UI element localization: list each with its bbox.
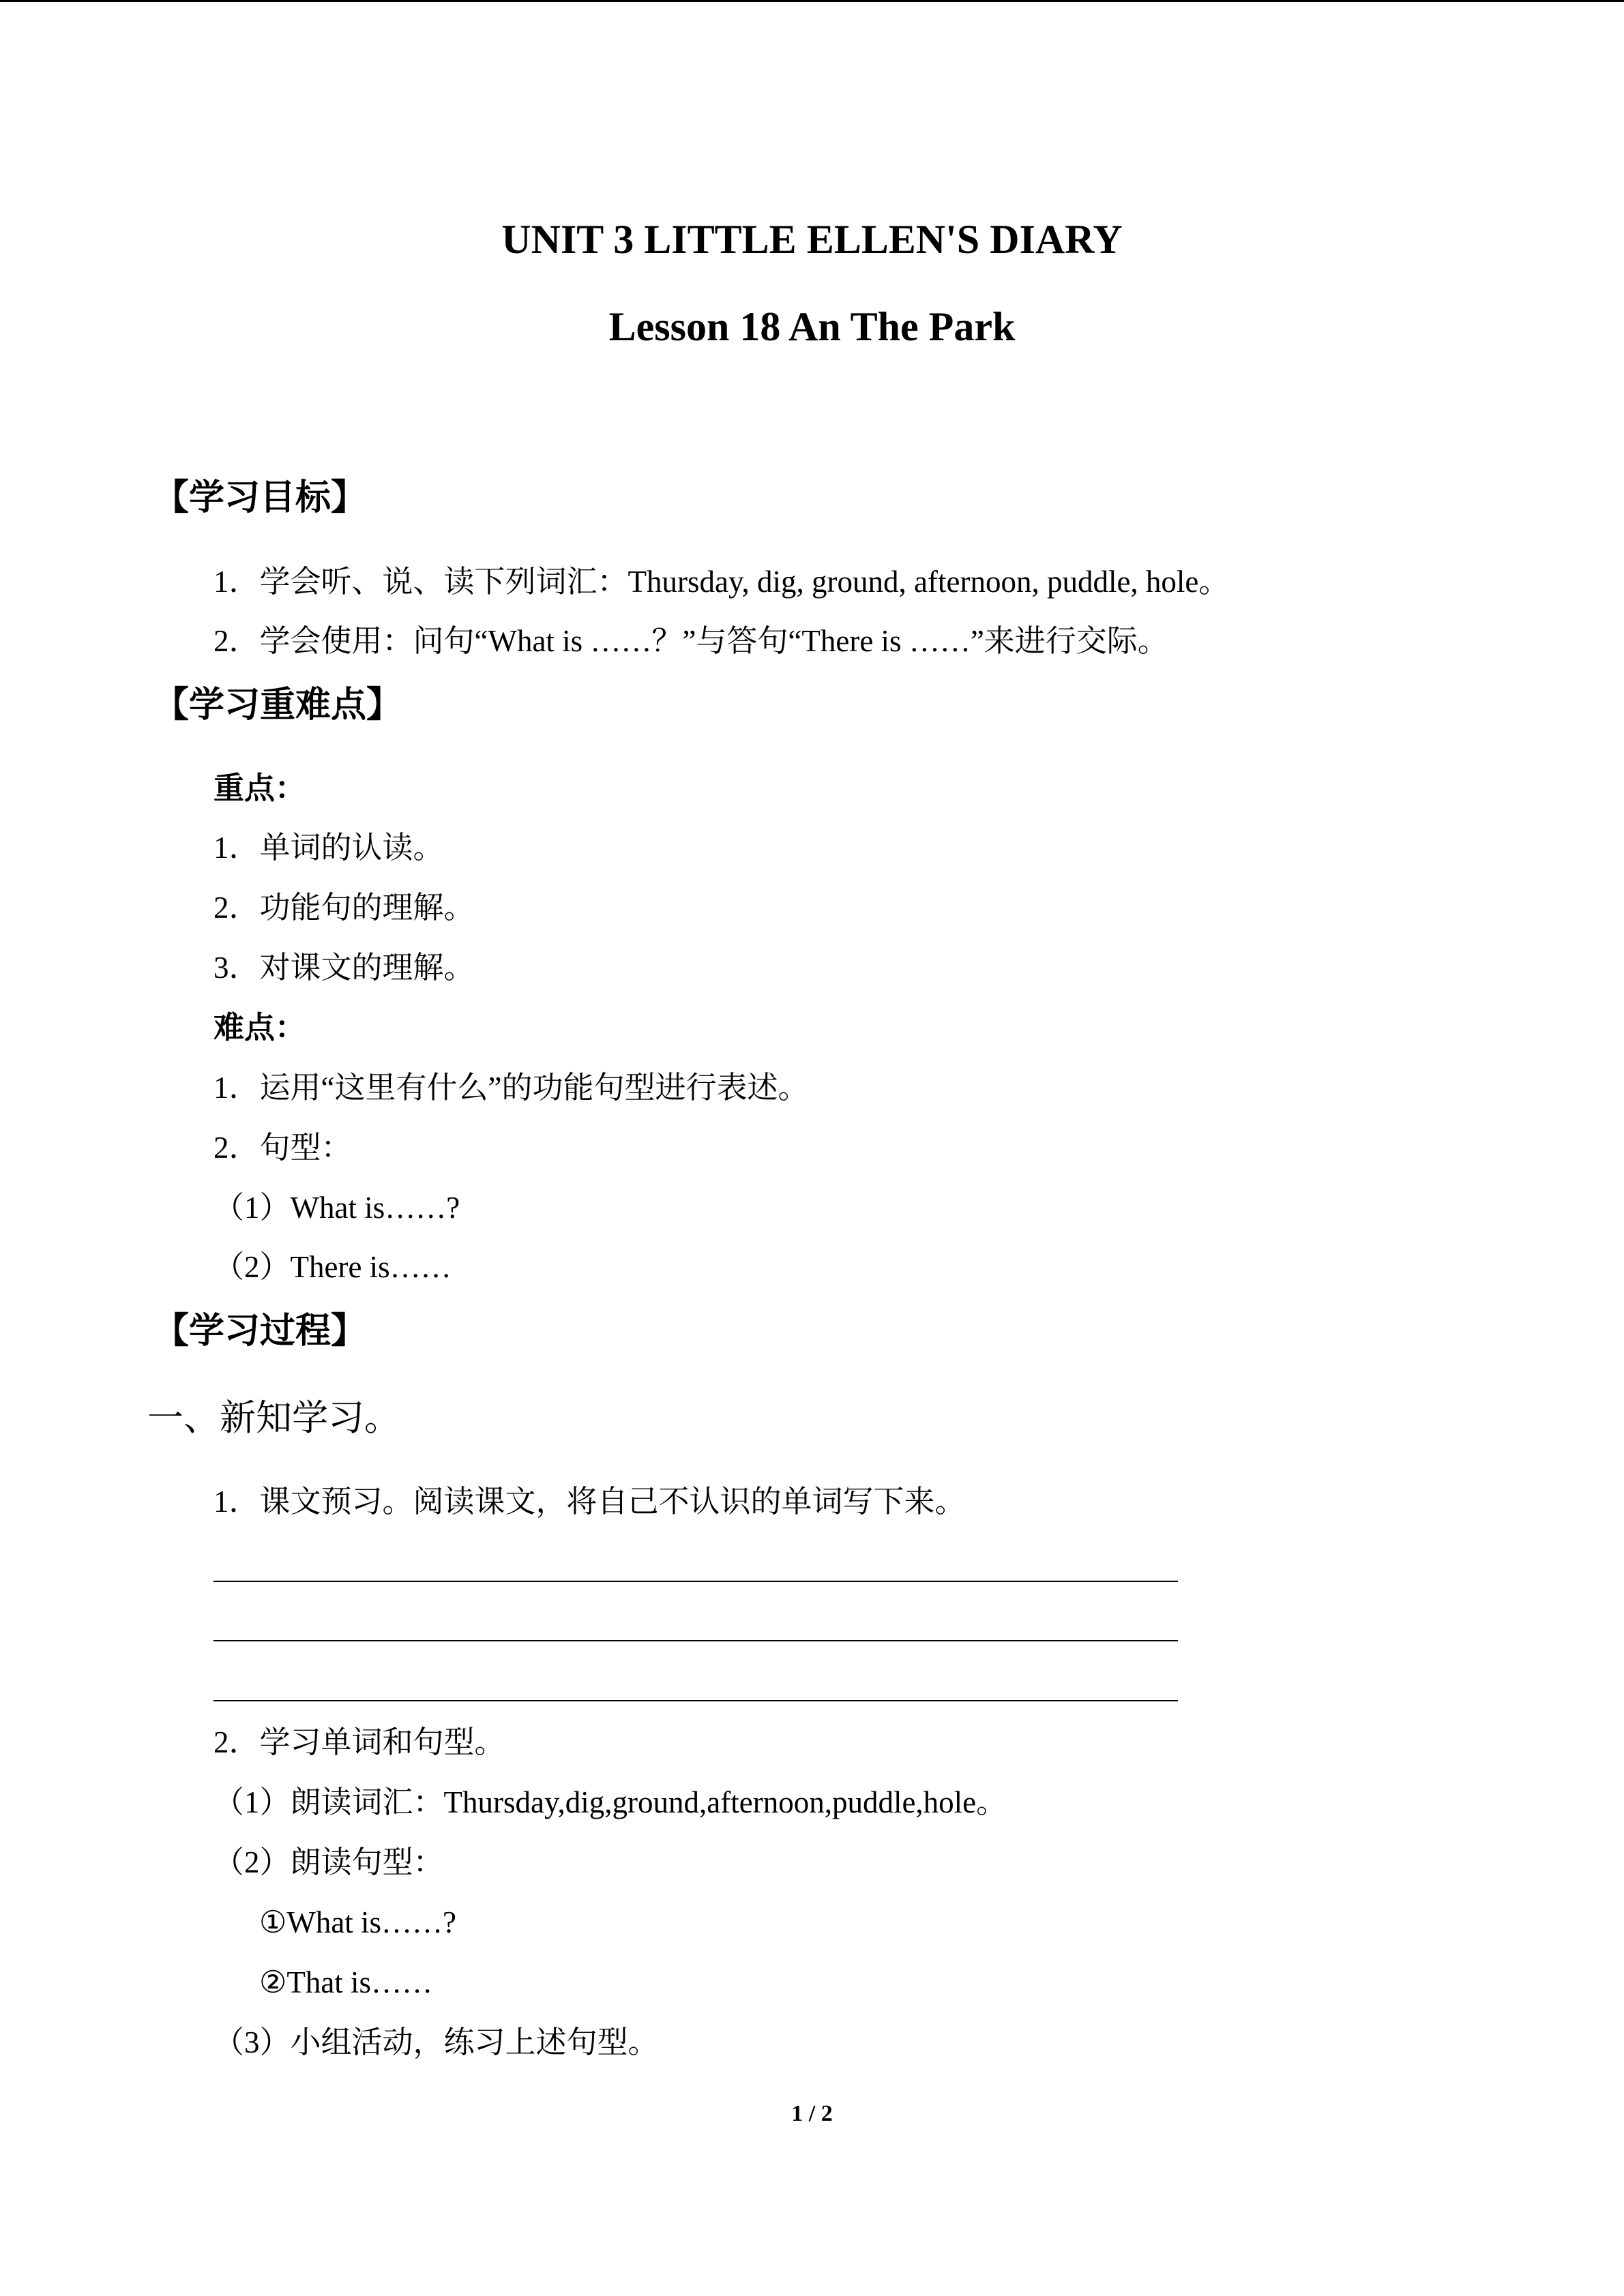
answer-line-1 (213, 1581, 1178, 1582)
answer-line-2 (213, 1640, 1178, 1641)
step-2-item-2: （2）朗读句型： (213, 1845, 444, 1879)
lesson-title: Lesson 18 An The Park (608, 304, 1016, 349)
difficulty-item-1: 1．运用“这里有什么”的功能句型进行表述。 (213, 1071, 809, 1105)
unit-title: UNIT 3 LITTLE ELLEN'S DIARY (501, 217, 1123, 262)
objective-item-2: 2．学会使用：问句“What is ……？”与答句“There is ……”来进行交际。 (213, 624, 1168, 658)
answer-line-3 (213, 1700, 1178, 1701)
objective-item-1: 1．学会听、说、读下列词汇：Thursday, dig, ground, afternoon, puddle, hole。 (213, 565, 1230, 599)
difficulty-label: 难点： (213, 1011, 306, 1045)
step-2-item-1: （1）朗读词汇：Thursday,dig,ground,afternoon,puddle,hole。 (213, 1785, 1007, 1819)
step-1-text: 1．课文预习。阅读课文，将自己不认识的单词写下来。 (213, 1485, 966, 1519)
key-points-heading: 【学习重难点】 (153, 686, 402, 725)
step-2-sentence-2: ②That is…… (259, 1965, 433, 1999)
page-number: 1 / 2 (791, 2101, 833, 2126)
focus-item-3: 3．对课文的理解。 (213, 951, 475, 985)
section-one-title: 一、新知学习。 (147, 1399, 400, 1438)
page-top-border (0, 0, 1624, 2)
difficulty-item-4: （2）There is…… (213, 1250, 452, 1284)
difficulty-item-2: 2．句型： (213, 1131, 352, 1165)
focus-label: 重点： (213, 771, 306, 805)
step-2-text: 2．学习单词和句型。 (213, 1725, 505, 1759)
difficulty-item-3: （1）What is……? (213, 1191, 460, 1225)
process-heading: 【学习过程】 (153, 1312, 367, 1351)
focus-item-2: 2．功能句的理解。 (213, 891, 475, 925)
step-2-item-3: （3）小组活动，练习上述句型。 (213, 2025, 659, 2059)
objectives-heading: 【学习目标】 (153, 479, 367, 518)
focus-item-1: 1．单词的认读。 (213, 831, 444, 865)
step-2-sentence-1: ①What is……? (259, 1905, 457, 1939)
